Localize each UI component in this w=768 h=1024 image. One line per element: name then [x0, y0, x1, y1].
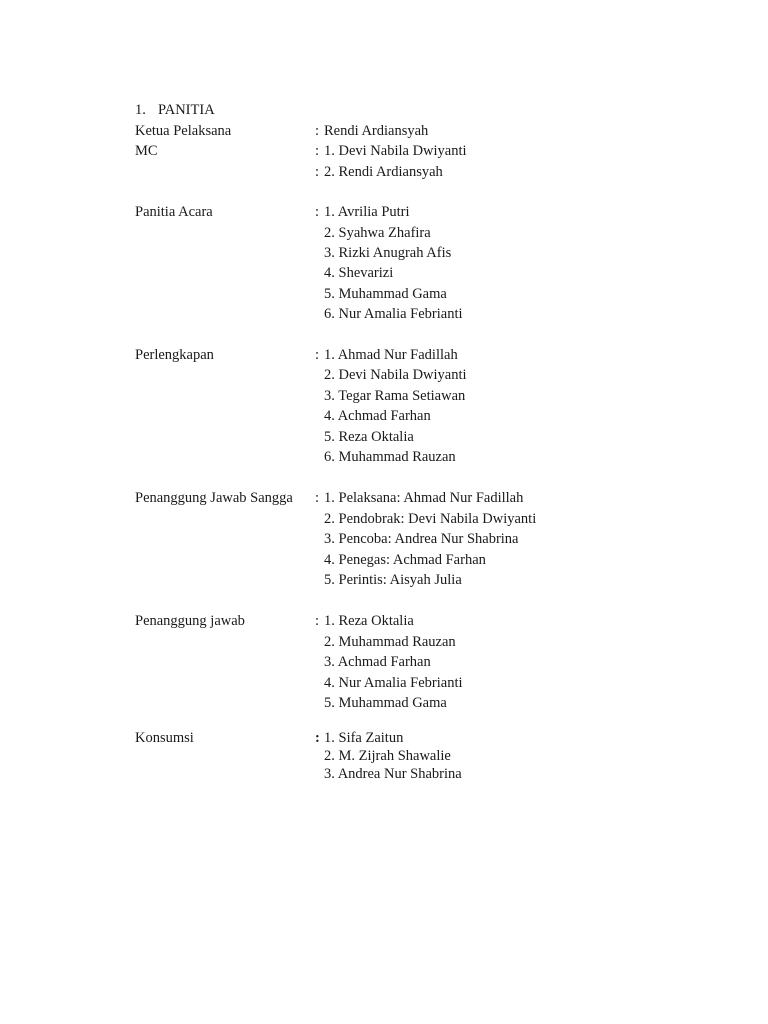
heading-title: PANITIA [158, 102, 215, 118]
heading-number: 1. [135, 102, 146, 118]
separator-colon: : [315, 490, 320, 506]
member-name: 4. Nur Amalia Febrianti [324, 675, 463, 691]
separator-colon: : [315, 730, 320, 746]
separator-colon: : [315, 143, 320, 159]
member-name: 6. Nur Amalia Febrianti [324, 306, 463, 322]
member-name: 1. Sifa Zaitun [324, 730, 404, 746]
role-label: MC [135, 143, 158, 159]
member-name: 2. Devi Nabila Dwiyanti [324, 367, 467, 383]
member-name: 6. Muhammad Rauzan [324, 449, 456, 465]
member-name: 2. Muhammad Rauzan [324, 634, 456, 650]
member-name: 2. Rendi Ardiansyah [324, 164, 443, 180]
member-name: 3. Achmad Farhan [324, 654, 431, 670]
member-name: Rendi Ardiansyah [324, 123, 429, 139]
section-heading [135, 100, 215, 120]
member-name: 1. Avrilia Putri [324, 204, 410, 220]
separator-colon: : [315, 613, 320, 629]
separator-colon: : [315, 204, 320, 220]
member-name: 1. Ahmad Nur Fadillah [324, 347, 458, 363]
member-name: 1. Devi Nabila Dwiyanti [324, 143, 467, 159]
member-name: 3. Pencoba: Andrea Nur Shabrina [324, 531, 519, 547]
role-label: Perlengkapan [135, 347, 214, 363]
separator-colon: : [315, 123, 320, 139]
separator-colon: : [315, 347, 320, 363]
member-name: 5. Reza Oktalia [324, 429, 414, 445]
member-name: 4. Achmad Farhan [324, 408, 431, 424]
separator-colon: : [315, 164, 320, 180]
role-label: Konsumsi [135, 730, 194, 746]
role-label: Panitia Acara [135, 204, 213, 220]
member-name: 3. Rizki Anugrah Afis [324, 245, 452, 261]
member-name: 2. Syahwa Zhafira [324, 225, 431, 241]
member-name: 4. Shevarizi [324, 265, 394, 281]
member-name: 1. Pelaksana: Ahmad Nur Fadillah [324, 490, 524, 506]
member-name: 1. Reza Oktalia [324, 613, 414, 629]
member-name: 3. Andrea Nur Shabrina [324, 766, 462, 782]
member-name: 5. Perintis: Aisyah Julia [324, 572, 462, 588]
role-label: Penanggung jawab [135, 613, 245, 629]
member-name: 4. Penegas: Achmad Farhan [324, 552, 486, 568]
member-name: 2. Pendobrak: Devi Nabila Dwiyanti [324, 511, 537, 527]
member-name: 2. M. Zijrah Shawalie [324, 748, 451, 764]
member-name: 5. Muhammad Gama [324, 286, 447, 302]
role-label: Penanggung Jawab Sangga [135, 490, 293, 506]
member-name: 3. Tegar Rama Setiawan [324, 388, 466, 404]
role-label: Ketua Pelaksana [135, 123, 232, 139]
member-name: 5. Muhammad Gama [324, 695, 447, 711]
